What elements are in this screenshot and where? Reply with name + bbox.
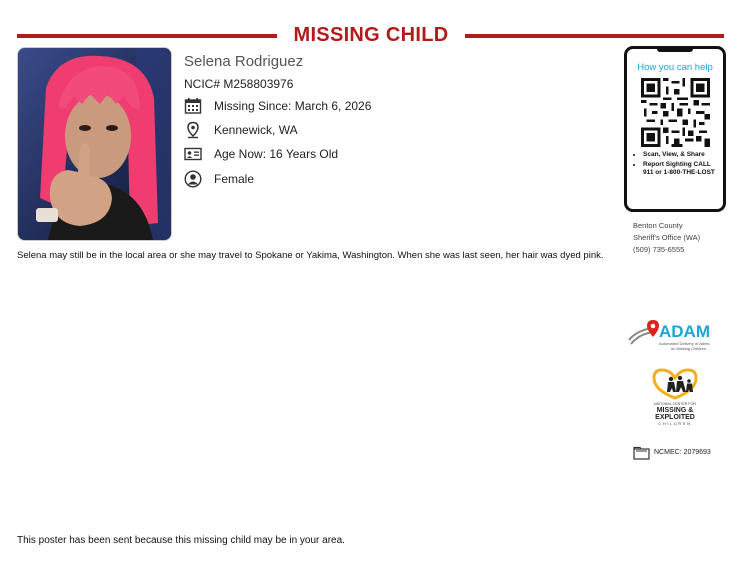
missing-since: Missing Since: March 6, 2026 [214,99,372,113]
help-bullet-report: • Report Sighting CALL 911 or 1-800-THE-LOST [643,161,723,177]
adam-logo [627,318,721,354]
location-row [184,120,298,140]
ncic-number: NCIC# M258803976 [184,77,294,91]
svg-text:on Missing Children: on Missing Children [671,346,707,351]
agency-phone: (509) 735-6555 [633,245,685,254]
ncmec-logo-line2: MISSING & [656,407,694,414]
person-icon [184,170,202,188]
missing-since-row [184,96,372,116]
help-card-bullets [631,151,723,179]
ncmec-logo [646,368,704,428]
id-card-icon [184,145,202,163]
location-pin-icon [184,121,202,139]
footer-note: This poster has been sent because this missing child may be in your area. [17,535,345,546]
description: Selena may still be in the local area or she may travel to Spokane or Yakima, Washington. When she was last seen, her hair was dyed pink. [17,250,604,261]
header-rule-left [17,34,277,38]
qr-code[interactable] [641,78,710,147]
help-card-title: How you can help [637,62,713,73]
child-photo [17,47,172,241]
phone-notch [657,48,693,52]
child-name: Selena Rodriguez [184,53,304,70]
svg-text:Automated Delivery of Alerts: Automated Delivery of Alerts [659,341,710,346]
age-now: Age Now: 16 Years Old [214,147,339,161]
header-rule-right [465,34,724,38]
sex: Female [214,172,255,186]
calendar-icon [184,97,202,115]
ncmec-logo-line3: EXPLOITED [655,414,695,421]
sex-row [184,169,255,189]
agency-name-line1: Benton County [633,221,683,230]
help-card [624,46,726,212]
ncmec-logo-line4: CHILDREN [658,421,692,426]
help-bullet-share: • Scan, View, & Share [643,151,723,159]
adam-logo-name: ADAM [659,322,710,341]
agency-name-line2: Sheriff's Office (WA) [633,233,701,242]
last-seen-location: Kennewick, WA [214,123,298,137]
case-folder-icon [633,446,650,465]
poster-title: MISSING CHILD [293,24,449,46]
agency-contact [633,220,700,256]
ncmec-logo-line1: NATIONAL CENTER FOR [654,402,696,406]
ncmec-case-number: NCMEC: 2079693 [654,449,711,456]
age-row [184,144,339,164]
